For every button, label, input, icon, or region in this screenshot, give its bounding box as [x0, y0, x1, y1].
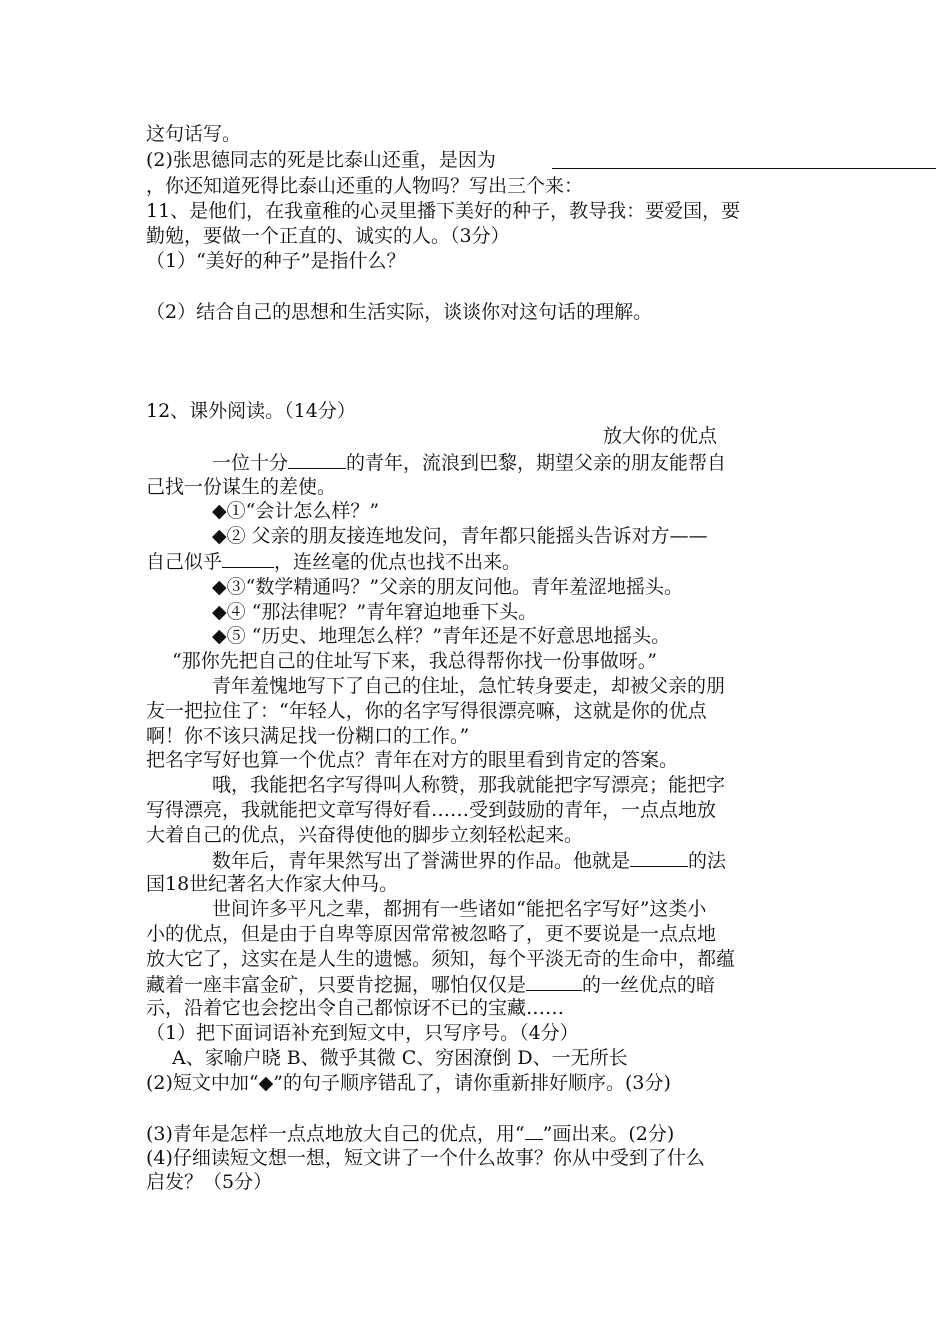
question-12-3 [146, 1121, 674, 1146]
passage-line: ◆④ “那法律呢？”青年窘迫地垂下头。 [212, 601, 538, 623]
text-segment: 的青年，流浪到巴黎，期望父亲的朋友能帮自 [346, 452, 727, 474]
underline-mark [525, 1121, 543, 1140]
passage-line: ◆①“会计怎么样？” [212, 500, 380, 522]
text-segment: 自己似乎 [146, 551, 223, 573]
passage-line: 啊！你不该只满足找一份糊口的工作。” [146, 725, 470, 747]
fill-blank[interactable] [288, 450, 346, 469]
text-line: 勤勉，要做一个正直的、诚实的人。（3分） [146, 225, 510, 247]
question-12-4: (4)仔细读短文想一想，短文讲了一个什么故事？你从中受到了什么 [146, 1147, 705, 1169]
text-segment: (3)青年是怎样一点点地放大自己的优点，用“ [146, 1123, 525, 1145]
text-line: 这句话写。 [146, 123, 242, 145]
fill-blank[interactable] [630, 848, 688, 867]
passage-line: ◆③“数学精通吗？”父亲的朋友问他。青年羞涩地摇头。 [212, 576, 684, 598]
passage-line: ◆⑤ “历史、地理怎么样？”青年还是不好意思地摇头。 [212, 625, 671, 647]
text-segment: 的一丝优点的暗 [582, 974, 716, 996]
passage-line: 世间许多平凡之辈，都拥有一些诸如“能把名字写好”这类小 [212, 898, 707, 920]
text-segment: 一位十分 [212, 452, 289, 474]
text-line: ，你还知道死得比泰山还重的人物吗？写出三个来： [146, 175, 584, 197]
question-text: (2)张思德同志的死是比泰山还重，是因为 [146, 149, 496, 171]
text-line: 启发？（5分） [146, 1171, 273, 1193]
question-11-2: （2）结合自己的思想和生活实际，谈谈你对这句话的理解。 [146, 301, 653, 323]
passage-line: 哦，我能把名字写得叫人称赞，那我就能把字写漂亮；能把字 [212, 774, 726, 796]
text-segment: ，连丝毫的优点也找不出来。 [274, 551, 522, 573]
passage-line: 己找一份谋生的差使。 [146, 476, 337, 498]
question-12-2: (2)短文中加“◆”的句子顺序错乱了，请你重新排好顺序。(3分) [146, 1072, 671, 1094]
text-segment: 藏着一座丰富金矿，只要肯挖掘，哪怕仅仅是 [146, 974, 527, 996]
passage-line [146, 549, 521, 574]
word-options: A、家喻户晓 B、微乎其微 C、穷困潦倒 D、一无所长 [172, 1047, 628, 1069]
passage-line [212, 450, 726, 475]
passage-line [146, 972, 715, 997]
question-11-1: （1）“美好的种子”是指什么？ [146, 250, 406, 272]
passage-line: 小的优点，但是由于自卑等原因常常被忽略了，更不要说是一点点地 [146, 923, 717, 945]
question-11: 11、是他们，在我童稚的心灵里播下美好的种子，教导我：要爱国，要 [146, 200, 741, 222]
passage-line: 青年羞愧地写下了自己的住址，急忙转身要走，却被父亲的朋 [212, 675, 726, 697]
passage-line: 示，沿着它也会挖出令自己都惊讶不已的宝藏…… [146, 997, 565, 1019]
question-12-1: （1）把下面词语补充到短文中，只写序号。（4分） [146, 1022, 579, 1044]
question-10-2 [146, 148, 496, 172]
passage-line: “那你先把自己的住址写下来，我总得帮你找一份事做呀。” [172, 650, 657, 672]
passage-line: 国18世纪著名大作家大仲马。 [146, 873, 399, 895]
text-segment: 的法 [688, 850, 727, 872]
passage-line: 写得漂亮，我就能把文章写得好看……受到鼓励的青年，一点点地放 [146, 799, 717, 821]
fill-blank[interactable] [526, 972, 582, 991]
passage-line: 大着自己的优点，兴奋得使他的脚步立刻轻松起来。 [146, 824, 584, 846]
question-12: 12、课外阅读。（14分） [146, 400, 356, 422]
answer-blank-line[interactable] [552, 168, 936, 169]
passage-line: 把名字写好也算一个优点？青年在对方的眼里看到肯定的答案。 [146, 749, 679, 771]
passage-line: ◆② 父亲的朋友接连地发问，青年都只能摇头告诉对方—— [212, 525, 708, 547]
passage-line: 友一把拉住了：“年轻人，你的名字写得很漂亮嘛，这就是你的优点 [146, 700, 707, 722]
text-segment: ”画出来。(2分) [542, 1123, 675, 1145]
passage-line [212, 848, 726, 873]
text-segment: 数年后，青年果然写出了誉满世界的作品。他就是 [212, 850, 631, 872]
passage-line: 放大它了，这实在是人生的遗憾。须知，每个平淡无奇的生命中，都蕴 [146, 948, 736, 970]
passage-title: 放大你的优点 [603, 425, 718, 447]
fill-blank[interactable] [222, 549, 274, 568]
